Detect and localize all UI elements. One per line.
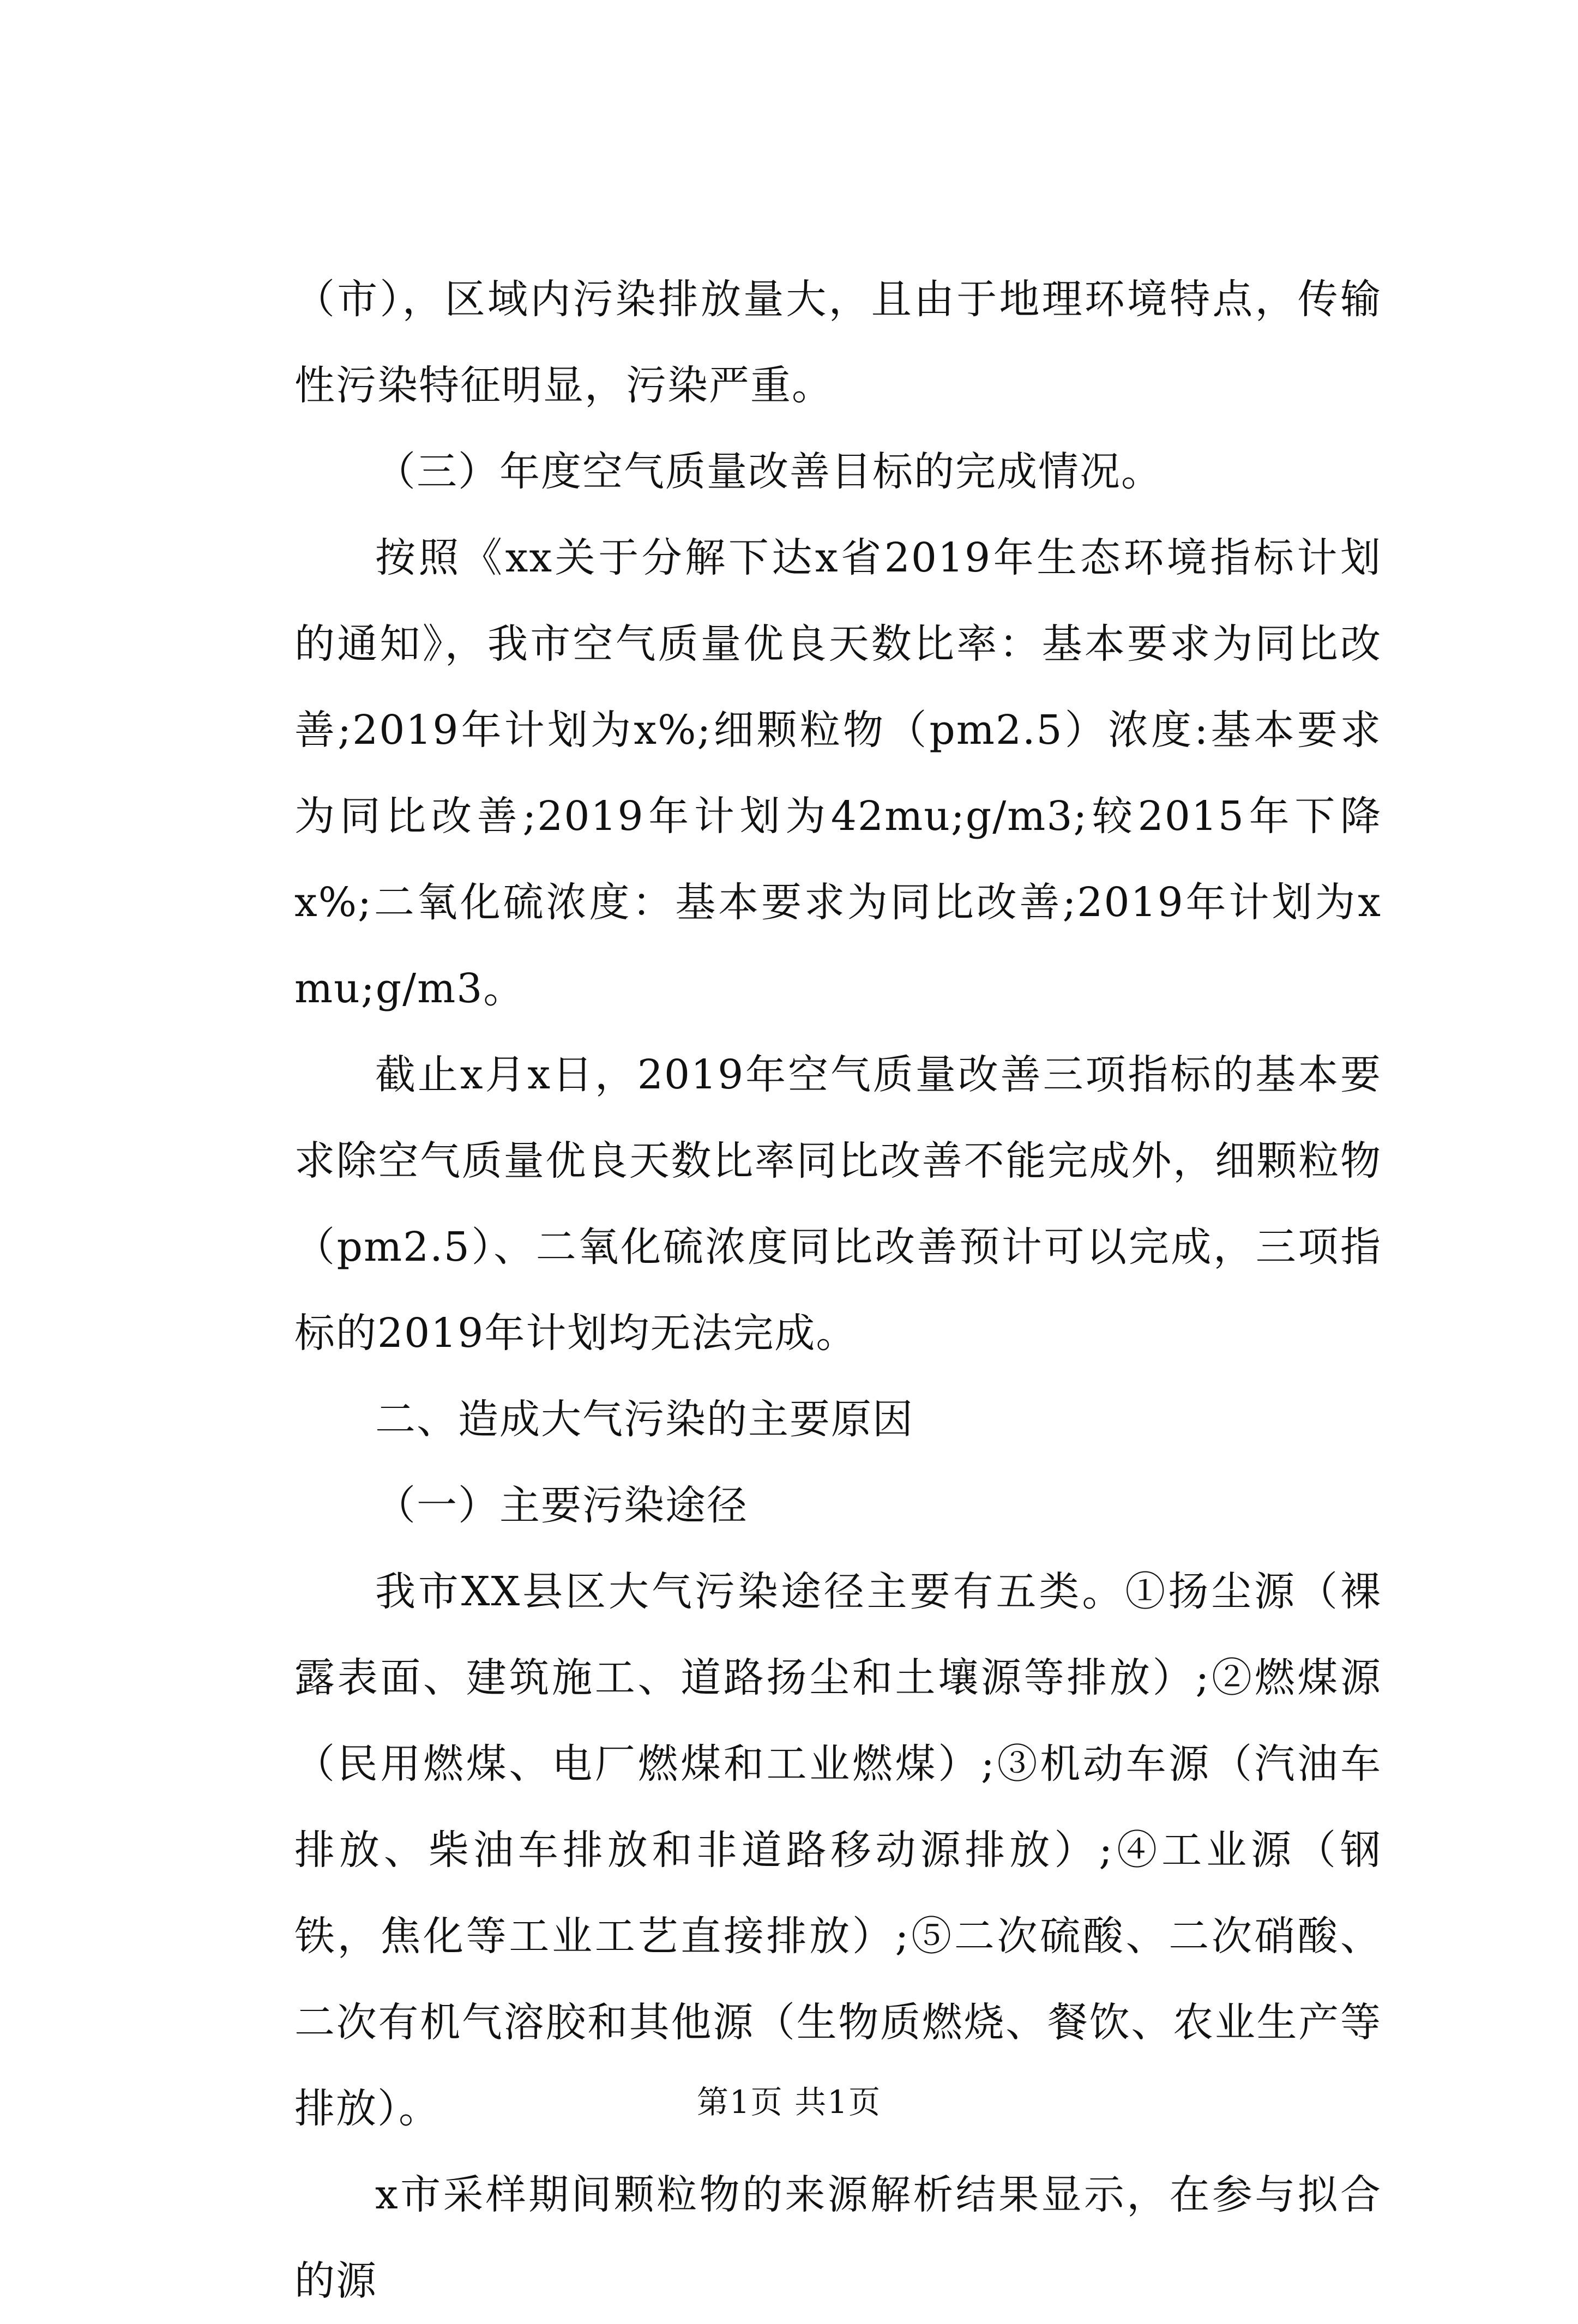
paragraph-3: 按照《xx关于分解下达x省2019年生态环境指标计划的通知》，我市空气质量优良天数比率：基本要求为同比改善;2019年计划为x%;细颗粒物（pm2.5）浓度:基本要求为同比改善;2019年计划为42mu;g/m3;较2015年下降x%;二氧化硫浓度：基本要求为同比改善;2019年计划为xmu;g/m3。 bbox=[294, 534, 1382, 1012]
paragraph-4: 截止x月x日，2019年空气质量改善三项指标的基本要求除空气质量优良天数比率同比改善不能完成外，细颗粒物（pm2.5）、二氧化硫浓度同比改善预计可以完成，三项指标的2019年计划均无法完成。 bbox=[294, 1051, 1382, 1357]
paragraph-8: x市采样期间颗粒物的来源解析结果显示，在参与拟合的源 bbox=[294, 2171, 1382, 2304]
paragraph-7: 我市XX县区大气污染途径主要有五类。①扬尘源（裸露表面、建筑施工、道路扬尘和土壤源等排放）;②燃煤源（民用燃煤、电厂燃煤和工业燃煤）;③机动车源（汽油车排放、柴油车排放和非道路移动源排放）;④工业源（钢铁，焦化等工业工艺直接排放）;⑤二次硫酸、二次硝酸、二次有机气溶胶和其他源（生物质燃烧、餐饮、农业生产等排放）。 bbox=[294, 1568, 1382, 2132]
page-footer: 第1页 共1页 bbox=[696, 2084, 882, 2121]
document-body bbox=[294, 256, 1382, 2324]
subsection-heading: （一）主要污染途径 bbox=[375, 1482, 748, 1529]
section-heading: 二、造成大气污染的主要原因 bbox=[375, 1396, 914, 1443]
paragraph-2: （三）年度空气质量改善目标的完成情况。 bbox=[375, 448, 1163, 495]
paragraph-1: （市），区域内污染排放量大，且由于地理环境特点，传输性污染特征明显，污染严重。 bbox=[294, 276, 1382, 409]
